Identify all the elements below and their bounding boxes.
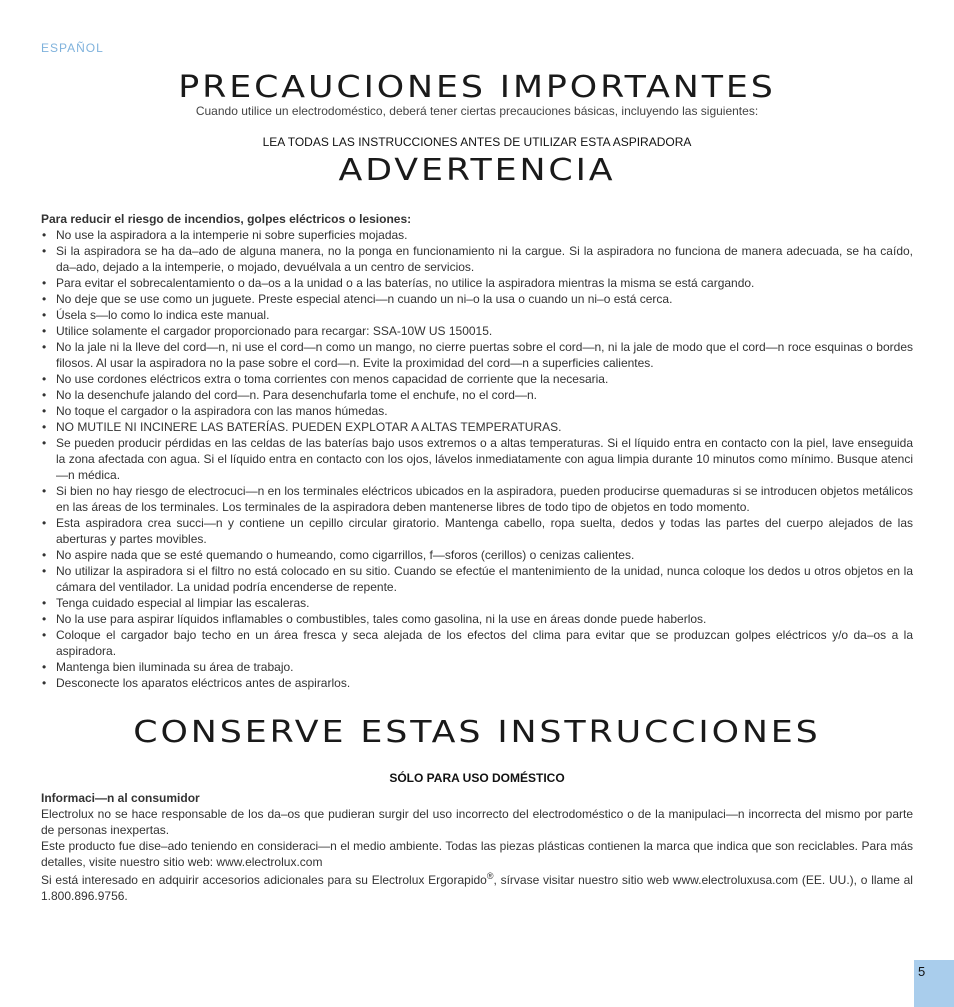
list-item: • Para evitar el sobrecalentamiento o da–os a la unidad o a las baterías, no utilice la aspiradora mientras la misma se está cargando. [41,275,913,291]
list-item: • No aspire nada que se esté quemando o humeando, como cigarrillos, f—sforos (cerillos) o cenizas calientes. [41,547,913,563]
consumer-info-heading: Informaci—n al consumidor [41,791,200,805]
language-label: ESPAÑOL [41,41,104,55]
warning-title: ADVERTENCIA [338,153,616,188]
list-item: • Desconecte los aparatos eléctricos antes de aspirarlos. [41,675,913,691]
registered-mark: ® [486,871,494,881]
list-item: • No use la aspiradora a la intemperie ni sobre superficies mojadas. [41,227,913,243]
list-item: • Esta aspiradora crea succi—n y contiene un cepillo circular giratorio. Mantenga cabello, ropa suelta, dedos y todas las partes del cuerpo alejados de las aberturas y partes movibles. [41,515,913,547]
consumer-paragraph: Electrolux no se hace responsable de los da–os que pudieran surgir del uso incorrecto del electrodoméstico o de la manipulaci—n incorrecta del mismo por parte de personas inexpertas. [41,807,913,837]
list-item: • No deje que se use como un juguete. Preste especial atenci—n cuando un ni–o la usa o cuando un ni–o está cerca. [41,291,913,307]
read-all-instructions: LEA TODAS LAS INSTRUCCIONES ANTES DE UTILIZAR ESTA ASPIRADORA [262,135,692,149]
warning-list [41,227,913,691]
list-item: • No toque el cargador o la aspiradora con las manos húmedas. [41,403,913,419]
page-number: 5 [918,964,926,979]
list-item: • No utilizar la aspiradora si el filtro no está colocado en su sitio. Cuando se efectúe el mantenimiento de la unidad, nunca coloque los dedos u otros objetos en la cámara del ventilador. La unidad podría encenderse de repente. [41,563,913,595]
list-item: • No la use para aspirar líquidos inflamables o combustibles, tales como gasolina, ni la use en áreas donde puede haberlos. [41,611,913,627]
list-item: • Utilice solamente el cargador proporcionado para recargar: SSA-10W US 150015. [41,323,913,339]
list-item: • No use cordones eléctricos extra o toma corrientes con menos capacidad de corriente que la necesaria. [41,371,913,387]
warning-heading: Para reducir el riesgo de incendios, golpes eléctricos o lesiones: [41,212,412,226]
list-item: • Úsela s—lo como lo indica este manual. [41,307,913,323]
intro-text: Cuando utilice un electrodoméstico, deberá tener ciertas precauciones básicas, incluyendo las siguientes: [195,104,759,118]
consumer-paragraph: Este producto fue dise–ado teniendo en consideraci—n el medio ambiente. Todas las piezas plásticas contienen la marca que indica que son reciclables. Para más detalles, visite nuestro sitio web: www.electrolux.com [41,839,913,869]
list-item: • No la desenchufe jalando del cord—n. Para desenchufarla tome el enchufe, no el cord—n. [41,387,913,403]
list-item: • Si bien no hay riesgo de electrocuci—n en los terminales eléctricos ubicados en la aspiradora, pueden producirse quemaduras si se introducen objetos metálicos en las áreas de los terminales. Los terminales de la aspiradora deben mantenerse libres de todo tipo de objetos en todo momento. [41,483,913,515]
list-item: • NO MUTILE NI INCINERE LAS BATERÍAS. PUEDEN EXPLOTAR A ALTAS TEMPERATURAS. [41,419,913,435]
precautions-title: PRECAUCIONES IMPORTANTES [178,70,776,105]
list-item: • Si la aspiradora se ha da–ado de alguna manera, no la ponga en funcionamiento ni la cargue. Si la aspiradora no funciona de manera adecuada, se ha caído, da–ado, dejado a la intemperie, o mojado, devuélvala a un centro de servicios. [41,243,913,275]
list-item: • Tenga cuidado especial al limpiar las escaleras. [41,595,913,611]
household-use-only: SÓLO PARA USO DOMÉSTICO [389,771,565,785]
list-item: • No la jale ni la lleve del cord—n, ni use el cord—n como un mango, no cierre puertas sobre el cord—n, ni la jale de modo que el cord—n roce esquinas o bordes filosos. Al usar la aspiradora no la pase sobre el cord—n. Evite la proximidad del cord—n a superficies calientes. [41,339,913,371]
consumer-paragraph [41,872,913,904]
list-item: • Coloque el cargador bajo techo en un área fresca y seca alejada de los efectos del clima para evitar que se produzcan golpes eléctricos y/o da–os a la aspiradora. [41,627,913,659]
accessories-text-contact: , sírvase visitar nuestro sitio web www.electroluxusa.com (EE. UU.), o llame al 1.800.896.9756. [41,873,913,903]
accessories-text: Si está interesado en adquirir accesorios adicionales para su Electrolux Ergorapido [41,873,487,887]
list-item: • Mantenga bien iluminada su área de trabajo. [41,659,913,675]
list-item: • Se pueden producir pérdidas en las celdas de las baterías bajo usos extremos o a altas temperaturas. Si el líquido entra en contacto con la piel, lave enseguida la zona afectada con agua. Si el líquido entra en contacto con los ojos, lávelos inmediatamente con agua limpia durante 10 minutos como mínimo. Busque atenci—n médica. [41,435,913,483]
save-instructions-title: CONSERVE ESTAS INSTRUCCIONES [133,715,821,750]
